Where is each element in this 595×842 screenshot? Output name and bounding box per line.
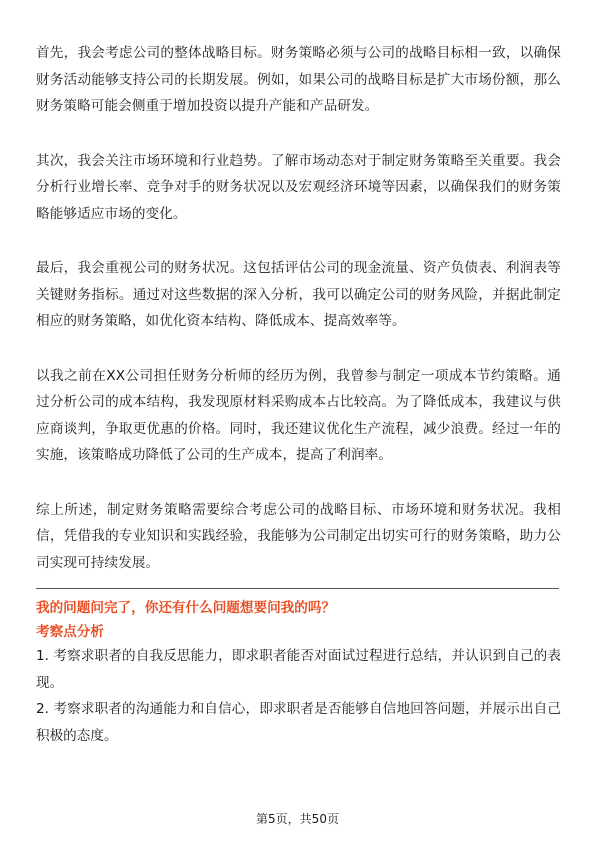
page-number-footer: 第5页，共50页 <box>256 812 339 826</box>
paragraph-market-environment: 其次，我会关注市场环境和行业趋势。了解市场动态对于制定财务策略至关重要。我会分析行业增长率、竞争对手的财务状况以及宏观经济环境等因素，以确保我们的财务策略能够适应市场的变化。 <box>36 152 561 222</box>
analysis-heading: 考察点分析 <box>36 624 104 640</box>
paragraph-example-experience: 以我之前在XX公司担任财务分析师的经历为例，我曾参与制定一项成本节约策略。通过分析公司的成本结构，我发现原材料采购成本占比较高。为了降低成本，我建议与供应商谈判，争取更优惠的价格。同时，我还建议优化生产流程，减少浪费。经过一年的实施，该策略成功降低了公司的生产成本，提高了利润率。 <box>36 367 561 463</box>
analysis-item-1: 1. 考察求职者的自我反思能力，即求职者能否对面试过程进行总结，并认识到自己的表现。 <box>36 648 561 691</box>
paragraph-summary: 综上所述，制定财务策略需要综合考虑公司的战略目标、市场环境和财务状况。我相信，凭借我的专业知识和实践经验，我能够为公司制定出切实可行的财务策略，助力公司实现可持续发展。 <box>36 501 561 571</box>
page-content <box>36 40 561 749</box>
analysis-item-2: 2. 考察求职者的沟通能力和自信心，即求职者是否能够自信地回答问题，并展示出自己积极的态度。 <box>36 701 561 744</box>
section-divider <box>36 588 559 589</box>
paragraph-strategic-goals: 首先，我会考虑公司的整体战略目标。财务策略必须与公司的战略目标相一致，以确保财务活动能够支持公司的长期发展。例如，如果公司的战略目标是扩大市场份额，那么财务策略可能会侧重于增加投资以提升产能和产品研发。 <box>36 45 561 114</box>
paragraph-financial-status: 最后，我会重视公司的财务状况。这包括评估公司的现金流量、资产负债表、利润表等关键财务指标。通过对这些数据的深入分析，我可以确定公司的财务风险，并据此制定相应的财务策略，如优化资本结构、降低成本、提高效率等。 <box>36 260 561 329</box>
interview-question: 我的问题问完了，你还有什么问题想要问我的吗？ <box>36 600 336 616</box>
